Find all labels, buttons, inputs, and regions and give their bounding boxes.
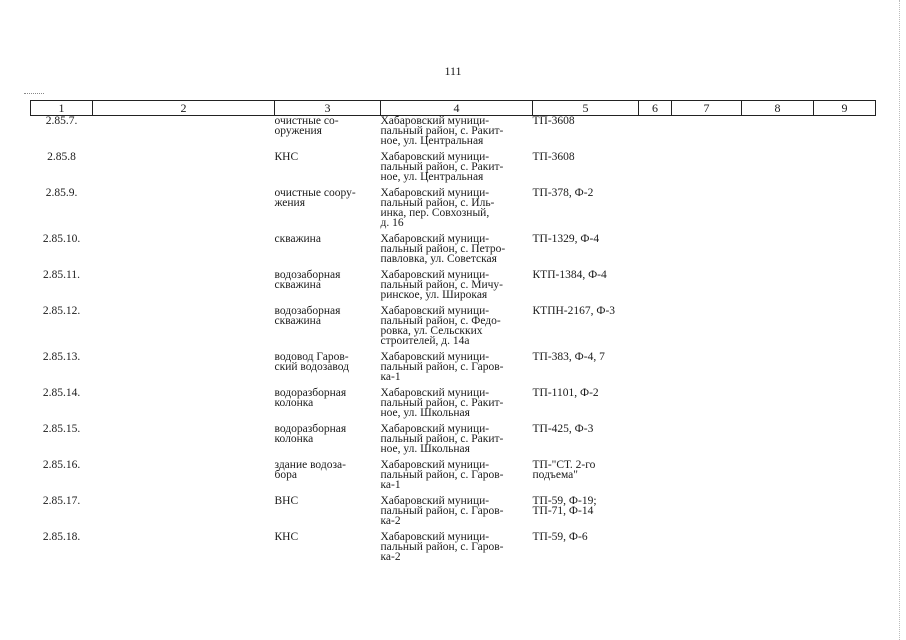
- column-header: 3: [275, 101, 381, 116]
- scan-mark: [24, 93, 44, 96]
- power-source: КТПН-2167, Ф-3: [532, 305, 616, 317]
- document-table: [30, 100, 876, 568]
- row-number: 2.85.18.: [42, 531, 81, 543]
- table-header-row: [31, 101, 876, 116]
- table-row: [31, 424, 876, 460]
- row-number: 2.85.8: [47, 151, 76, 163]
- power-source: ТП-3608: [532, 151, 575, 163]
- row-number: 2.85.14.: [42, 387, 81, 399]
- table-row: [31, 306, 876, 352]
- object-address: Хабаровский муници- пальный район, с. Петро- павловка, ул. Советская: [380, 233, 506, 265]
- column-header: 4: [381, 101, 533, 116]
- object-address: Хабаровский муници- пальный район, с. Гаров- ка-2: [380, 495, 504, 527]
- table-row: [31, 152, 876, 188]
- column-header: 7: [672, 101, 742, 116]
- object-address: Хабаровский муници- пальный район, с. Гаров- ка-1: [380, 351, 504, 383]
- power-source: ТП-"СТ. 2-го подъема": [532, 459, 596, 481]
- object-address: Хабаровский муници- пальный район, с. Мичу- ринское, ул. Широкая: [380, 269, 504, 301]
- object-address: Хабаровский муници- пальный район, с. Федо- ровка, ул. Сельскких строителей, д. 14а: [380, 305, 501, 347]
- object-address: Хабаровский муници- пальный район, с. Гаров- ка-1: [380, 459, 504, 491]
- row-number: 2.85.11.: [43, 269, 80, 281]
- object-address: Хабаровский муници- пальный район, с. Ракит- ное, ул. Школьная: [380, 387, 504, 419]
- power-source: ТП-378, Ф-2: [532, 187, 594, 199]
- object-address: Хабаровский муници- пальный район, с. Ракит- ное, ул. Школьная: [380, 423, 504, 455]
- power-source: ТП-3608: [532, 115, 575, 127]
- object-name: здание водоза- бора: [274, 459, 346, 481]
- column-header: 5: [533, 101, 639, 116]
- power-source: ТП-59, Ф-19; ТП-71, Ф-14: [532, 495, 597, 517]
- table-row: [31, 532, 876, 568]
- object-name: водовод Гаров- ский водозавод: [274, 351, 350, 373]
- column-header: 2: [93, 101, 275, 116]
- object-address: Хабаровский муници- пальный район, с. Иль- инка, пер. Совхозный, д. 16: [380, 187, 495, 229]
- row-number: 2.85.9.: [45, 187, 78, 199]
- table-row: [31, 460, 876, 496]
- object-name: КНС: [274, 531, 299, 543]
- table-row: [31, 234, 876, 270]
- object-name: водозаборная скважина: [274, 305, 341, 327]
- power-source: ТП-1329, Ф-4: [532, 233, 600, 245]
- table-row: [31, 188, 876, 234]
- object-name: водоразборная колонка: [274, 423, 347, 445]
- row-number: 2.85.15.: [42, 423, 81, 435]
- column-header: 1: [31, 101, 93, 116]
- object-name: водозаборная скважина: [274, 269, 341, 291]
- column-header: 9: [814, 101, 876, 116]
- table-row: [31, 270, 876, 306]
- row-number: 2.85.10.: [42, 233, 81, 245]
- column-header: 8: [742, 101, 814, 116]
- table-row: [31, 352, 876, 388]
- table-row: [31, 496, 876, 532]
- table-row: [31, 116, 876, 153]
- power-source: ТП-59, Ф-6: [532, 531, 588, 543]
- scan-edge-line: [898, 0, 900, 640]
- object-address: Хабаровский муници- пальный район, с. Гаров- ка-2: [380, 531, 504, 563]
- row-number: 2.85.7.: [45, 115, 78, 127]
- power-source: ТП-383, Ф-4, 7: [532, 351, 605, 363]
- object-name: ВНС: [274, 495, 299, 507]
- object-name: КНС: [274, 151, 299, 163]
- row-number: 2.85.13.: [42, 351, 81, 363]
- row-number: 2.85.12.: [42, 305, 81, 317]
- power-source: ТП-1101, Ф-2: [532, 387, 599, 399]
- object-name: очистные соору- жения: [274, 187, 356, 209]
- object-address: Хабаровский муници- пальный район, с. Ракит- ное, ул. Центральная: [380, 115, 504, 147]
- row-number: 2.85.17.: [42, 495, 81, 507]
- table-row: [31, 388, 876, 424]
- page-number: 111: [444, 64, 462, 78]
- object-name: очистные со- оружения: [274, 115, 339, 137]
- object-address: Хабаровский муници- пальный район, с. Ракит- ное, ул. Центральная: [380, 151, 504, 183]
- power-source: КТП-1384, Ф-4: [532, 269, 607, 281]
- column-header: 6: [639, 101, 672, 116]
- object-name: скважина: [274, 233, 321, 245]
- object-name: водоразборная колонка: [274, 387, 347, 409]
- row-number: 2.85.16.: [42, 459, 81, 471]
- power-source: ТП-425, Ф-3: [532, 423, 594, 435]
